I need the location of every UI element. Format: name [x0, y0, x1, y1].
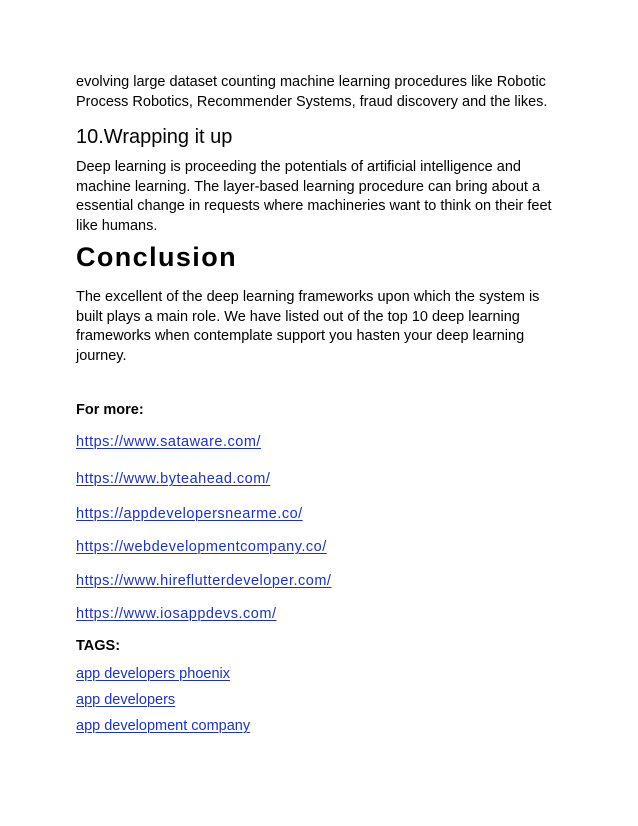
tag-link-app-developers-phoenix[interactable]: app developers phoenix — [76, 666, 230, 682]
link-appdevelopersnearme[interactable]: https://appdevelopersnearme.co/ — [76, 506, 303, 522]
link-webdevelopmentcompany[interactable]: https://webdevelopmentcompany.co/ — [76, 539, 327, 555]
section-paragraph: Deep learning is proceeding the potentials of artificial intelligence and machine learning. The layer-based learning procedure can bring about a essential change in requests where machineries want to think on their feet like humans. — [76, 159, 552, 234]
link-byteahead[interactable]: https://www.byteahead.com/ — [76, 471, 271, 487]
conclusion-paragraph: The excellent of the deep learning frameworks upon which the system is built plays a main role. We have listed out of the top 10 deep learning frameworks when contemplate support you hasten your deep learning journey. — [76, 289, 540, 364]
tag-link-app-development-company[interactable]: app development company — [76, 718, 251, 734]
intro-paragraph: evolving large dataset counting machine learning procedures like Robotic Process Robotics, Recommender Systems, fraud discovery and the likes. — [76, 74, 548, 110]
section-heading: 10.Wrapping it up — [76, 126, 233, 148]
link-sataware[interactable]: https://www.sataware.com/ — [76, 434, 261, 450]
tags-label: TAGS: — [76, 638, 121, 654]
link-hireflutterdeveloper[interactable]: https://www.hireflutterdeveloper.com/ — [76, 573, 332, 589]
for-more-label: For more: — [76, 402, 144, 418]
tag-link-app-developers[interactable]: app developers — [76, 692, 176, 708]
link-iosappdevs[interactable]: https://www.iosappdevs.com/ — [76, 606, 277, 622]
conclusion-heading: Conclusion — [76, 242, 237, 272]
